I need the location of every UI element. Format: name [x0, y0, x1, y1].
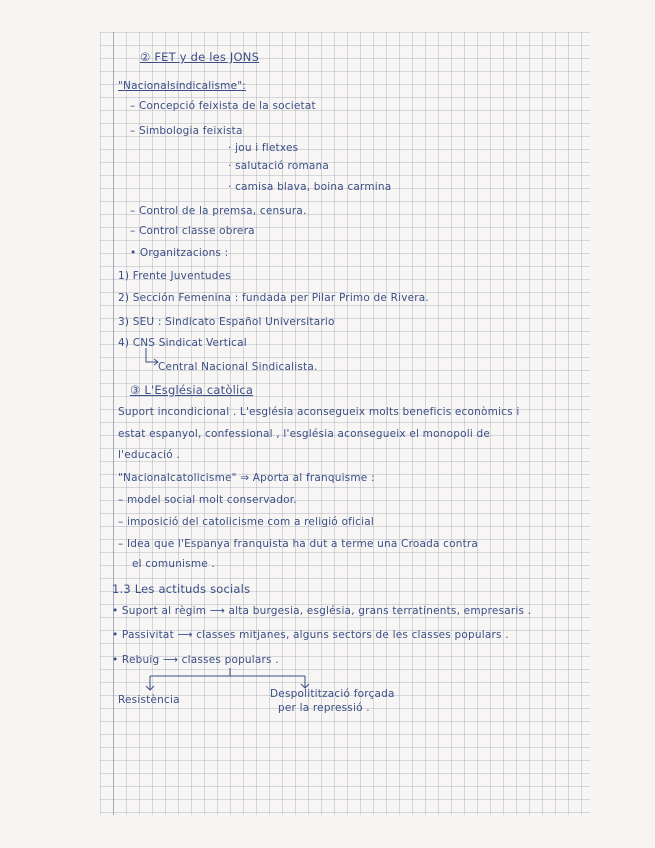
- organization-item: 3) SEU : Sindicato Español Universitario: [118, 316, 335, 328]
- note-line: – model social molt conservador.: [118, 494, 297, 506]
- paragraph-line: l'educació .: [118, 449, 180, 461]
- paragraph-line: estat espanyol, confessional , l'església aconsegueix el monopoli de: [118, 428, 490, 440]
- note-line: – Concepció feixista de la societat: [130, 100, 316, 112]
- page-margin-bottom: [0, 815, 655, 848]
- page-margin-left: [0, 0, 100, 848]
- section-heading-esglesia: ③ L'Església catòlica: [130, 383, 254, 397]
- note-line: – Control classe obrera: [130, 225, 255, 237]
- attitude-item: • Passivitat ⟶ classes mitjanes, alguns sectors de les classes populars .: [112, 629, 509, 641]
- note-subitem: · camisa blava, boina carmina: [228, 181, 392, 193]
- note-line: – imposició del catolicisme com a religió oficial: [118, 516, 374, 528]
- organization-item: 1) Frente Juventudes: [118, 270, 231, 282]
- organization-expansion: Central Nacional Sindicalista.: [158, 361, 318, 373]
- note-line: • Organitzacions :: [130, 247, 229, 259]
- note-subitem: · jou i fletxes: [228, 142, 299, 154]
- organization-item: 2) Sección Femenina : fundada per Pilar Primo de Rivera.: [118, 292, 429, 304]
- section-heading-actituds: 1.3 Les actituds socials: [112, 582, 251, 596]
- note-line: – Idea que l'Espanya franquista ha dut a terme una Croada contra: [118, 538, 479, 550]
- note-line: – Control de la premsa, censura.: [130, 205, 307, 217]
- branch-despolititzacio-cont: per la repressió .: [278, 702, 370, 714]
- paragraph-line: Suport incondicional . L'església aconsegueix molts beneficis econòmics i: [118, 406, 520, 418]
- attitude-item: • Suport al règim ⟶ alta burgesia, església, grans terratinents, empresaris .: [112, 605, 532, 617]
- page-margin-right: [590, 0, 655, 848]
- term-nacionalsindicalisme: "Nacionalsindicalisme":: [118, 80, 247, 92]
- term-nacionalcatolicisme: "Nacionalcatolicisme" ⇒ Aporta al franquisme :: [118, 472, 375, 484]
- note-line: el comunisme .: [132, 558, 216, 570]
- organization-item: 4) CNS Sindicat Vertical: [118, 337, 247, 349]
- branch-resistencia: Resistència: [118, 694, 180, 706]
- branch-despolititzacio: Despolitització forçada: [270, 688, 395, 700]
- attitude-item: • Rebuig ⟶ classes populars .: [112, 654, 279, 666]
- margin-rule: [113, 32, 114, 815]
- note-subitem: · salutació romana: [228, 160, 330, 172]
- page-margin-top: [0, 0, 655, 32]
- section-heading-fet: ② FET y de les JONS: [140, 50, 260, 64]
- note-line: – Simbologia feixista: [130, 125, 243, 137]
